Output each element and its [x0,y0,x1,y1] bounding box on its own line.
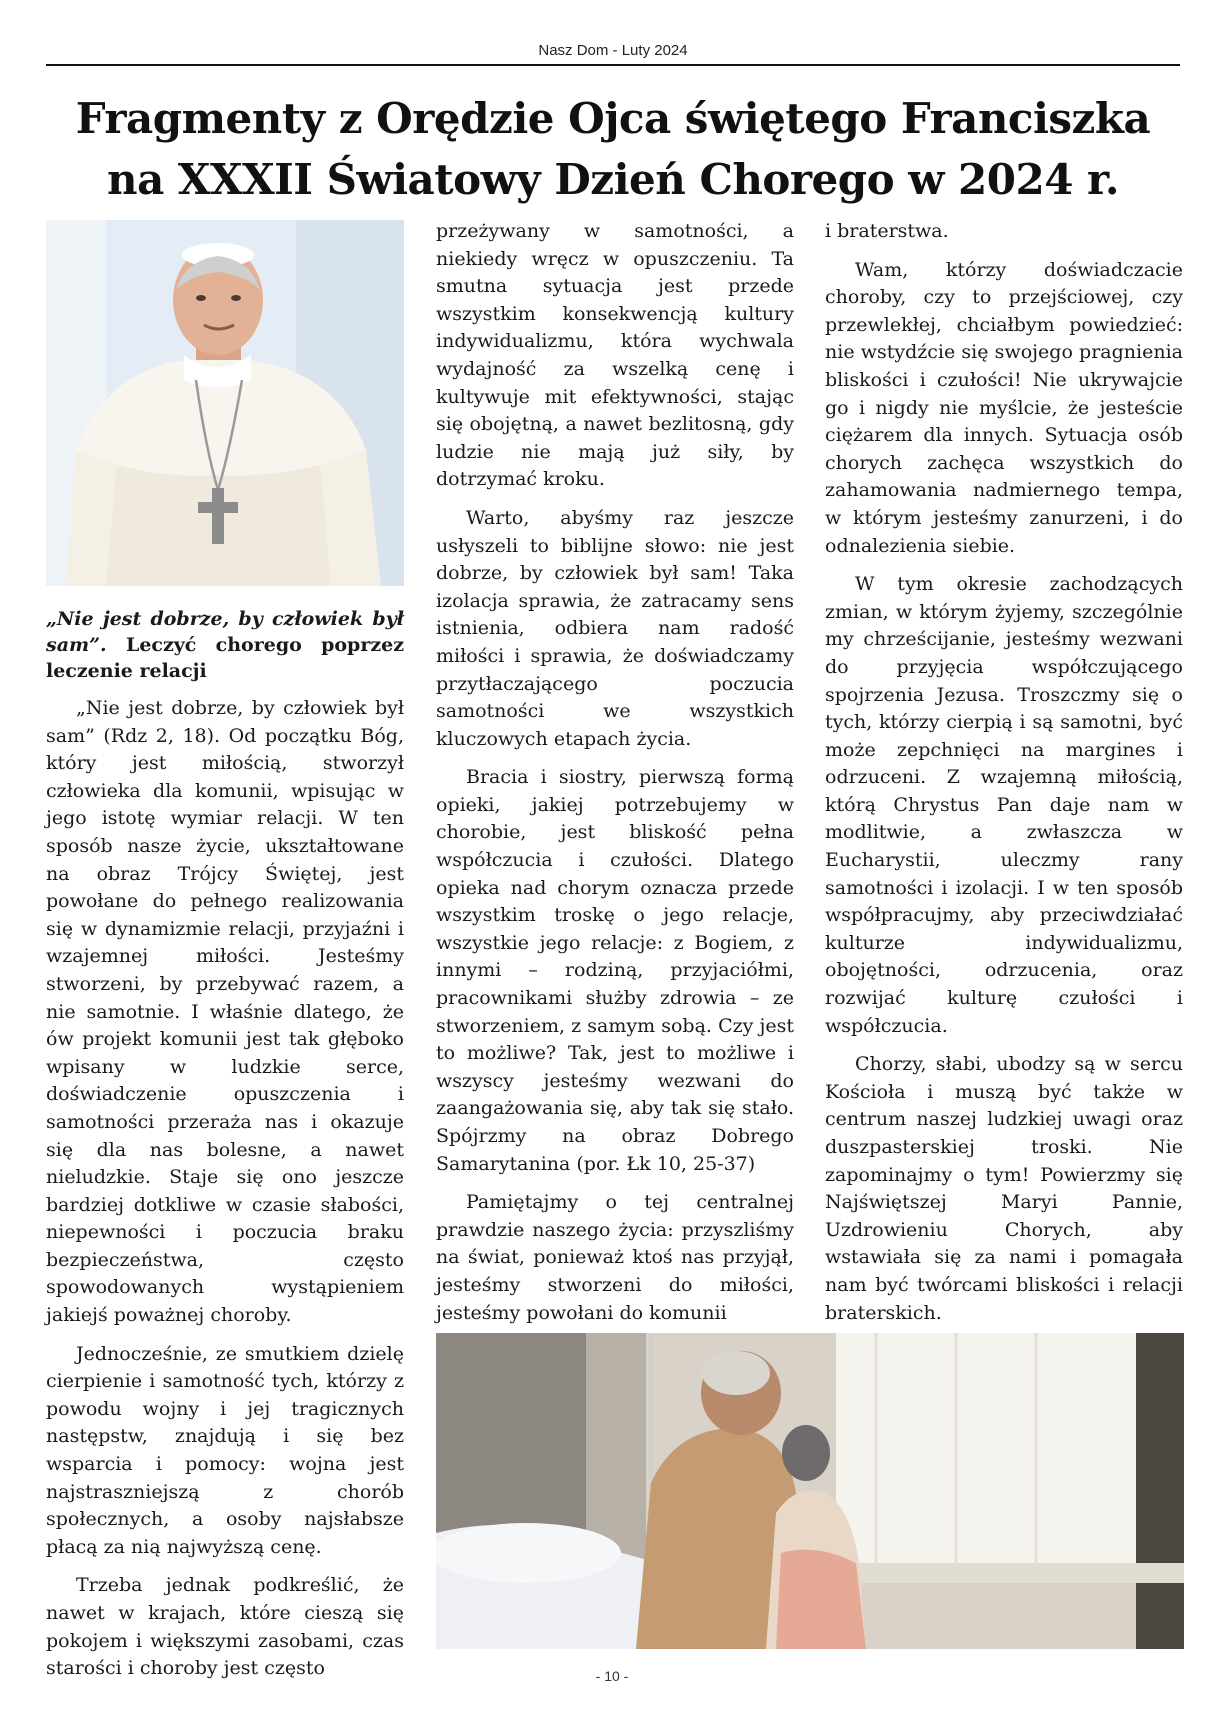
column-2 [436,218,794,1338]
header-rule [46,64,1180,66]
title-line-1: Fragmenty z Orędzie Ojca świętego Franciszka [75,94,1151,143]
hospital-illustration [436,1333,1184,1649]
column-3 [825,218,1183,1338]
subhead-text: Leczyć chorego poprzez leczenie relacji [46,634,404,682]
paragraph: „Nie jest dobrze, by człowiek był sam” (Rdz 2, 18). Od początku Bóg, który jest miłością, stworzył człowieka dla komunii, wpisując w jego istotę wymiar relacji. W ten sposób nasze życie, ukształtowane na obraz Trójcy Świętej, jest powołane do pełnego realizowania się w dynamizmie relacji, przyjaźni i wzajemnej miłości. Jesteśmy stworzeni, by przebywać razem, a nie samotnie. I właśnie dlatego, że ów projekt komunii jest tak głęboko wpisany w ludzkie serce, doświadczenie opuszczenia i samotności przeraża nas i okazuje się dla nas bolesne, a nawet nieludzkie. Staje się ono jeszcze bardziej dotkliwe w czasie słabości, niepewności i poczucia braku bezpieczeństwa, często spowodowanych wystąpieniem jakiejś poważnej choroby. [46,697,404,1327]
pope-photo [46,220,404,586]
section-subhead [46,606,404,684]
running-header: Nasz Dom - Luty 2024 [538,42,688,59]
paragraph: Bracia i siostry, pierwszą formą opieki, jakiej potrzebujemy w chorobie, jest bliskość pełna współczucia i czułości. Dlatego opieka nad chorym oznacza przede wszystkim troskę o jego relacje, wszystkie jego relacje: z Bogiem, z innymi – rodziną, przyjaciółmi, pracownikami służby zdrowia – ze stworzeniem, z samym sobą. Czy jest to możliwe? Tak, jest to możliwe i wszyscy jesteśmy wezwani do zaangażowania się, aby tak się stało. Spójrzmy na obraz Dobrego Samarytanina (por. Łk 10, 25-37) [436,766,794,1175]
paragraph: przeżywany w samotności, a niekiedy wręcz w opuszczeniu. Ta smutna sytuacja jest przede wszystkim konsekwencją kultury indywidualizmu, która wychwala wydajność za wszelką cenę i kultywuje mit efektywności, stając się obojętną, a nawet bezlitosną, gdy ludzie nie mają już siły, by dotrzymać kroku. [436,220,794,491]
column-1-text [46,606,404,1694]
article-title [46,88,1180,210]
paragraph: W tym okresie zachodzących zmian, w którym żyjemy, szczególnie my chrześcijanie, jesteśmy wezwani do przyjęcia współczującego spojrzenia Jezusa. Troszczmy się o tych, którzy cierpią i są samotni, być może zepchnięci na margines i odrzuceni. Z wzajemną miłością, którą Chrystus Pan daje nam w modlitwie, a zwłaszcza w Eucharystii, uleczmy rany samotności i izolacji. I w ten sposób współpracujmy, aby przeciwdziałać kulturze indywidualizmu, obojętności, odrzucenia, oraz rozwijać kulturę czułości i współczucia. [825,573,1183,1037]
paragraph: Trzeba jednak podkreślić, że nawet w krajach, które cieszą się pokojem i większymi zasobami, czas starości i choroby jest często [46,1574,404,1680]
paragraph: i braterstwa. [825,220,949,242]
subhead-quote: „Nie jest dobrze, by człowiek był sam”. [46,608,404,656]
paragraph: Chorzy, słabi, ubodzy są w sercu Kościoła i muszą być także w centrum naszej ludzkiej uwagi oraz duszpasterskiej troski. Nie zapominajmy o tym! Powierzmy się Najświętszej Maryi Pannie, Uzdrowieniu Chorych, aby wstawiała się za nami i pomagała nam być twórcami bliskości i relacji braterskich. [825,1053,1183,1324]
page-number: - 10 - [595,1668,629,1684]
hospital-photo [436,1333,1184,1649]
paragraph: Warto, abyśmy raz jeszcze usłyszeli to biblijne słowo: nie jest dobrze, by człowiek był sam! Taka izolacja sprawia, że zatracamy sens istnienia, odbiera nam radość miłości i sprawia, że doświadczamy przytłaczającego poczucia samotności we wszystkich kluczowych etapach życia. [436,506,794,750]
paragraph: Wam, którzy doświadczacie choroby, czy to przejściowej, czy przewlekłej, chciałbym powiedzieć: nie wstydźcie się swojego pragnienia bliskości i czułości! Nie ukrywajcie go i nigdy nie myślcie, że jesteście ciężarem dla innych. Sytuacja osób chorych zachęca wszystkich do zahamowania nadmiernego tempa, w którym jesteśmy zanurzeni, i do odnalezienia siebie. [825,258,1183,557]
paragraph: Pamiętajmy o tej centralnej prawdzie naszego życia: przyszliśmy na świat, ponieważ ktoś nas przyjął, jesteśmy stworzeni do miłości, jesteśmy powołani do komunii [436,1191,794,1324]
title-line-2: na XXXII Światowy Dzień Chorego w 2024 r. [107,155,1119,204]
pope-illustration [46,220,404,586]
paragraph: Jednocześnie, ze smutkiem dzielę cierpienie i samotność tych, którzy z powodu wojny i jej tragicznych następstw, znajdują i się bez wsparcia i pomocy: wojna jest najstraszniejszą z chorób społecznych, a osoby najsłabsze płacą za nią najwyższą cenę. [46,1342,404,1558]
